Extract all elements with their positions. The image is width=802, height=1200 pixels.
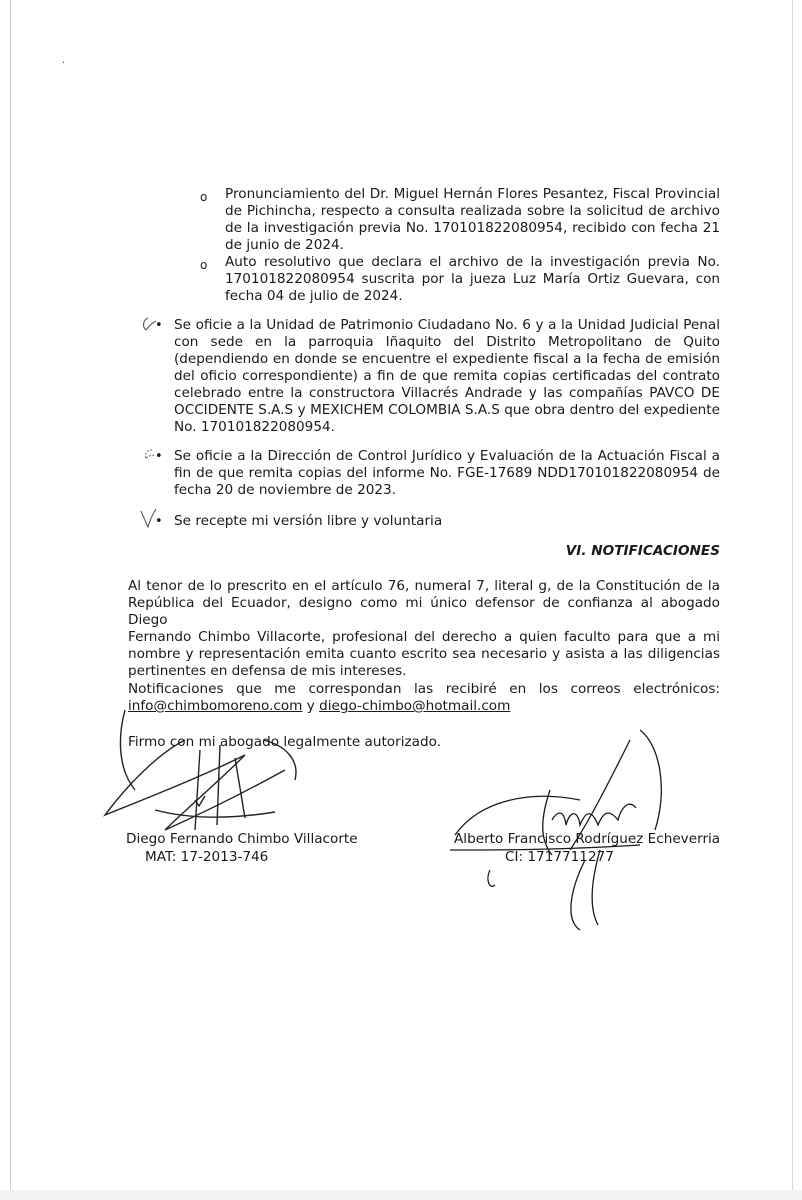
- text-line: Se oficie a la Dirección de Control Jurídico y Evaluación de la Actuación Fiscal a: [174, 448, 720, 464]
- text-line: Auto resolutivo que declara el archivo de la investigación previa No.: [225, 254, 720, 270]
- client-name: Alberto Francisco Rodríguez Echeverria: [454, 831, 721, 847]
- main-item-version-libre: [174, 513, 720, 530]
- sub-bullet: o: [200, 190, 208, 204]
- text-line: celebrado entre la constructora Villacrés Andrade y las compañías PAVCO DE: [174, 385, 720, 401]
- email-link-info[interactable]: info@chimbomoreno.com: [128, 698, 303, 714]
- text-line: del oficio correspondiente) a fin de que remita copias certificadas del contrato: [174, 368, 720, 384]
- text-line: Se oficie a la Unidad de Patrimonio Ciudadano No. 6 y a la Unidad Judicial Penal: [174, 317, 720, 333]
- main-bullet: •: [155, 514, 163, 529]
- text-line: 170101822080954 suscrita por la jueza Luz María Ortiz Guevara, con: [225, 271, 720, 287]
- scan-speck: ·: [62, 58, 66, 69]
- page-edge-bottom: [0, 1190, 802, 1200]
- text-line: fecha 04 de julio de 2024.: [225, 288, 403, 304]
- section-title: VI. NOTIFICACIONES: [565, 543, 720, 559]
- text-line: fecha 20 de noviembre de 2023.: [174, 482, 397, 498]
- text-line: No. 170101822080954.: [174, 419, 335, 435]
- sub-item-pronunciamiento: [225, 186, 720, 254]
- text-line: de Pichincha, respecto a consulta realizada sobre la solicitud de archivo: [225, 203, 720, 219]
- text-line: Pronunciamiento del Dr. Miguel Hernán Flores Pesantez, Fiscal Provincial: [225, 186, 720, 202]
- text-line: nombre y representación emita cuanto escrito sea necesario y asista a las diligencias: [128, 646, 720, 662]
- paragraph-designacion: [128, 578, 720, 680]
- text-line: fin de que remita copias del informe No. FGE-17689 NDD170101822080954 de: [174, 465, 720, 481]
- text-line: pertinentes en defensa de mis intereses.: [128, 663, 407, 679]
- text-line: Se recepte mi versión libre y voluntaria: [174, 513, 443, 529]
- page-edge-left: [10, 0, 11, 1200]
- lawyer-registration: MAT: 17-2013-746: [145, 849, 269, 865]
- lawyer-name: Diego Fernando Chimbo Villacorte: [126, 831, 358, 847]
- sub-bullet: o: [200, 258, 208, 272]
- text-line: Al tenor de lo prescrito en el artículo 76, numeral 7, literal g, de la Constitución de la: [128, 578, 720, 594]
- client-signature-icon: [440, 700, 740, 940]
- main-bullet: •: [155, 318, 163, 333]
- text-line: de la investigación previa No. 170101822080954, recibido con fecha 21: [225, 220, 720, 236]
- page-edge-right: [792, 0, 793, 1200]
- text-line: Notificaciones que me correspondan las recibiré en los correos electrónicos:: [128, 681, 720, 697]
- sub-item-auto-resolutivo: [225, 254, 720, 305]
- text-line: (dependiendo en donde se encuentre el expediente fiscal a la fecha de emisión: [174, 351, 720, 367]
- main-item-oficio-patrimonio: [174, 317, 720, 436]
- text-line: OCCIDENTE S.A.S y MEXICHEM COLOMBIA S.A.S que obra dentro del expediente: [174, 402, 720, 418]
- email-link-diego[interactable]: diego-chimbo@hotmail.com: [319, 698, 511, 714]
- text-line: de junio de 2024.: [225, 237, 344, 253]
- text-line: con sede en la parroquia Iñaquito del Distrito Metropolitano de Quito: [174, 334, 720, 350]
- closing-line: Firmo con mi abogado legalmente autorizado.: [128, 734, 441, 750]
- text-line: República del Ecuador, designo como mi único defensor de confianza al abogado Diego: [128, 595, 720, 628]
- main-bullet: •: [155, 449, 163, 464]
- text-line: Fernando Chimbo Villacorte, profesional del derecho a quien faculto para que a mi: [128, 629, 720, 645]
- connector-text: y: [302, 698, 320, 714]
- client-id: CI: 1717711277: [505, 849, 614, 865]
- lawyer-signature-icon: [95, 700, 315, 850]
- main-item-oficio-direccion: [174, 448, 720, 499]
